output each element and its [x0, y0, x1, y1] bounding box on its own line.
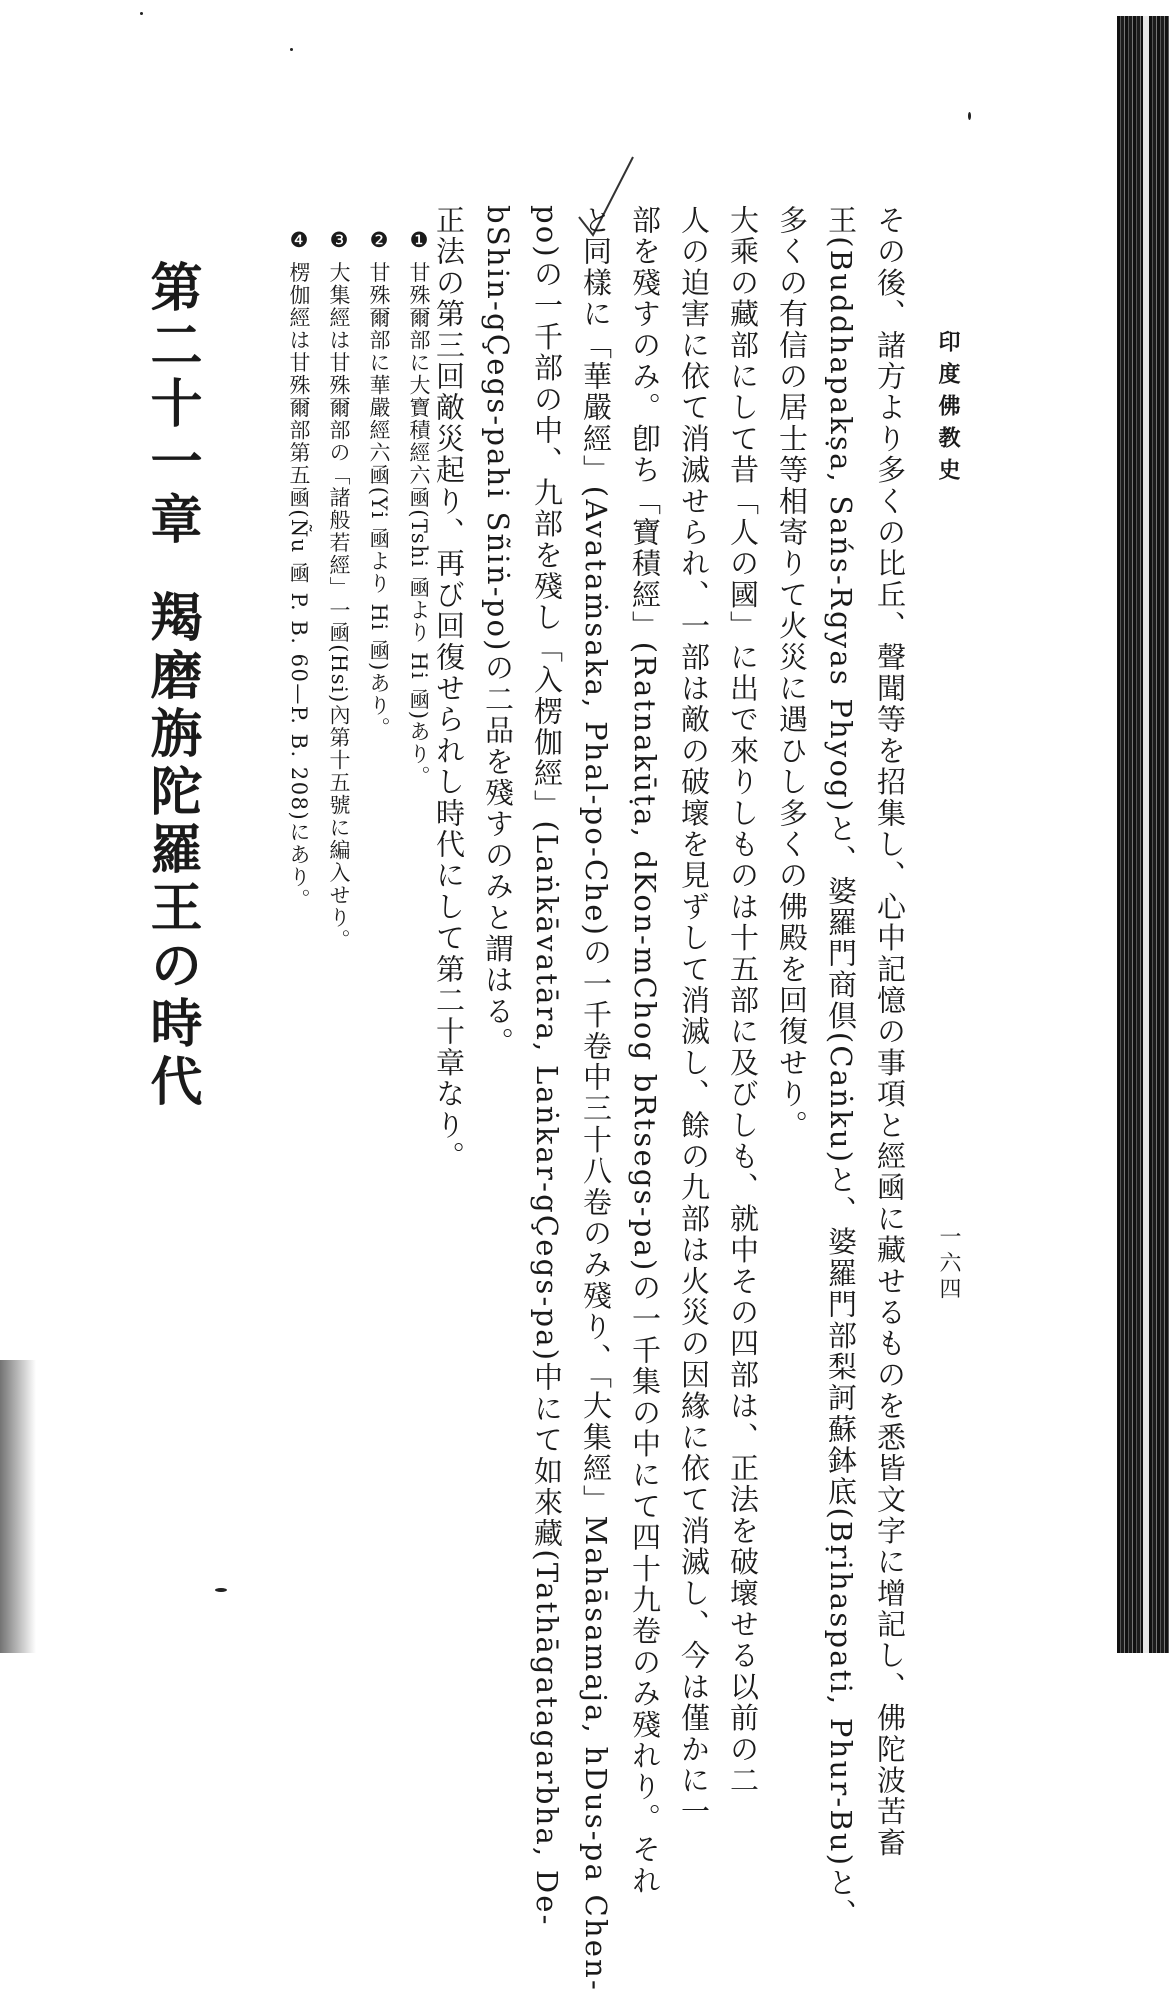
body-column: と同樣に「華嚴經」(Avataṁsaka, Phal-po-Che)の一千卷中三十八卷のみ殘り、「大集經」Mahāsamaja, hDus-pa Chen- [579, 205, 613, 1992]
body-column: その後、諸方より多くの比丘、聲聞等を招集し、心中記憶の事項と經凾に藏せるものを悉皆文字に增記し、佛陀波苦畜 [873, 205, 907, 1859]
footnote-text: 甘殊爾部に大寶積經六凾(Tshi 凾より Hi 凾)あり。 [407, 261, 431, 789]
body-text [424, 205, 914, 1992]
chapter-title: 羯磨旃陀羅王の時代 [141, 590, 202, 1112]
scan-edge [1117, 16, 1169, 1653]
body-column: 部を殘すのみ。卽ち「寶積經」(Ratnakūṭa, dKon-mChog bRtsegs-pa)の一千集の中にて四十九卷のみ殘れり。それ [628, 205, 662, 1897]
chapter-heading [134, 260, 209, 1112]
footnote [399, 228, 439, 951]
body-column: 正法の第三回敵災起り、再び回復せられし時代にして第二十章なり。 [432, 205, 466, 1173]
scan-speck [290, 48, 293, 51]
footnote-text: 甘殊爾部に華嚴經六凾(Yi 凾より Hi 凾)あり。 [367, 261, 391, 740]
footnote-marker: ❶ [407, 228, 431, 254]
scan-shadow [0, 1360, 36, 1653]
footnote-marker: ❷ [367, 228, 391, 254]
footnote-text: 楞伽經は甘殊爾部第五凾(Ñu 凾 P. B. 60—P. B. 208)にあり。 [287, 261, 311, 912]
scan-speck [968, 112, 971, 120]
scan-speck [215, 1588, 227, 1592]
body-column: bShin-gÇegs-pahi Sñiṅ-po)の二品を殘すのみと謂はる。 [481, 205, 515, 1059]
footnote [279, 228, 319, 951]
body-column: 多くの有信の居士等相寄りて火災に遇ひし多くの佛殿を回復せり。 [775, 205, 809, 1141]
page-number: 一六四 [936, 1225, 961, 1303]
footnote-text: 大集經は甘殊爾部の「諸般若經」一凾(Hsi)內第十五號に編入せり。 [327, 261, 351, 952]
running-title: 印度佛教史 [935, 330, 961, 490]
body-column: po)の一千部の中、九部を殘し「入楞伽經」(Laṅkāvatāra, Laṅkar-gÇegs-pa)中にて如來藏(Tathāgatagarbha, De- [530, 205, 564, 1927]
body-column: 王(Buddhapakṣa, Sańs-Rgyas Phyog)と、婆羅門商倶(Caṅku)と、婆羅門部梨訶蘇鉢底(Bṛihaspati, Phur-Bu)と、 [824, 205, 858, 1930]
chapter-number: 第二十一章 [141, 260, 202, 550]
footnote [359, 228, 399, 951]
body-column: 人の迫害に依て消滅せられ、一部は敵の破壞を見ずして消滅し、餘の九部は火災の因緣に依て消滅し、今は僅かに一 [677, 205, 711, 1828]
footnote [319, 228, 359, 951]
footnote-marker: ❹ [287, 228, 311, 254]
footnote-marker: ❸ [327, 228, 351, 254]
scan-speck [140, 12, 143, 15]
footnotes [279, 228, 439, 951]
body-column: 大乘の藏部にして昔「人の國」に出で來りしものは十五部に及びしも、就中その四部は、正法を破壞せる以前の二 [726, 205, 760, 1797]
